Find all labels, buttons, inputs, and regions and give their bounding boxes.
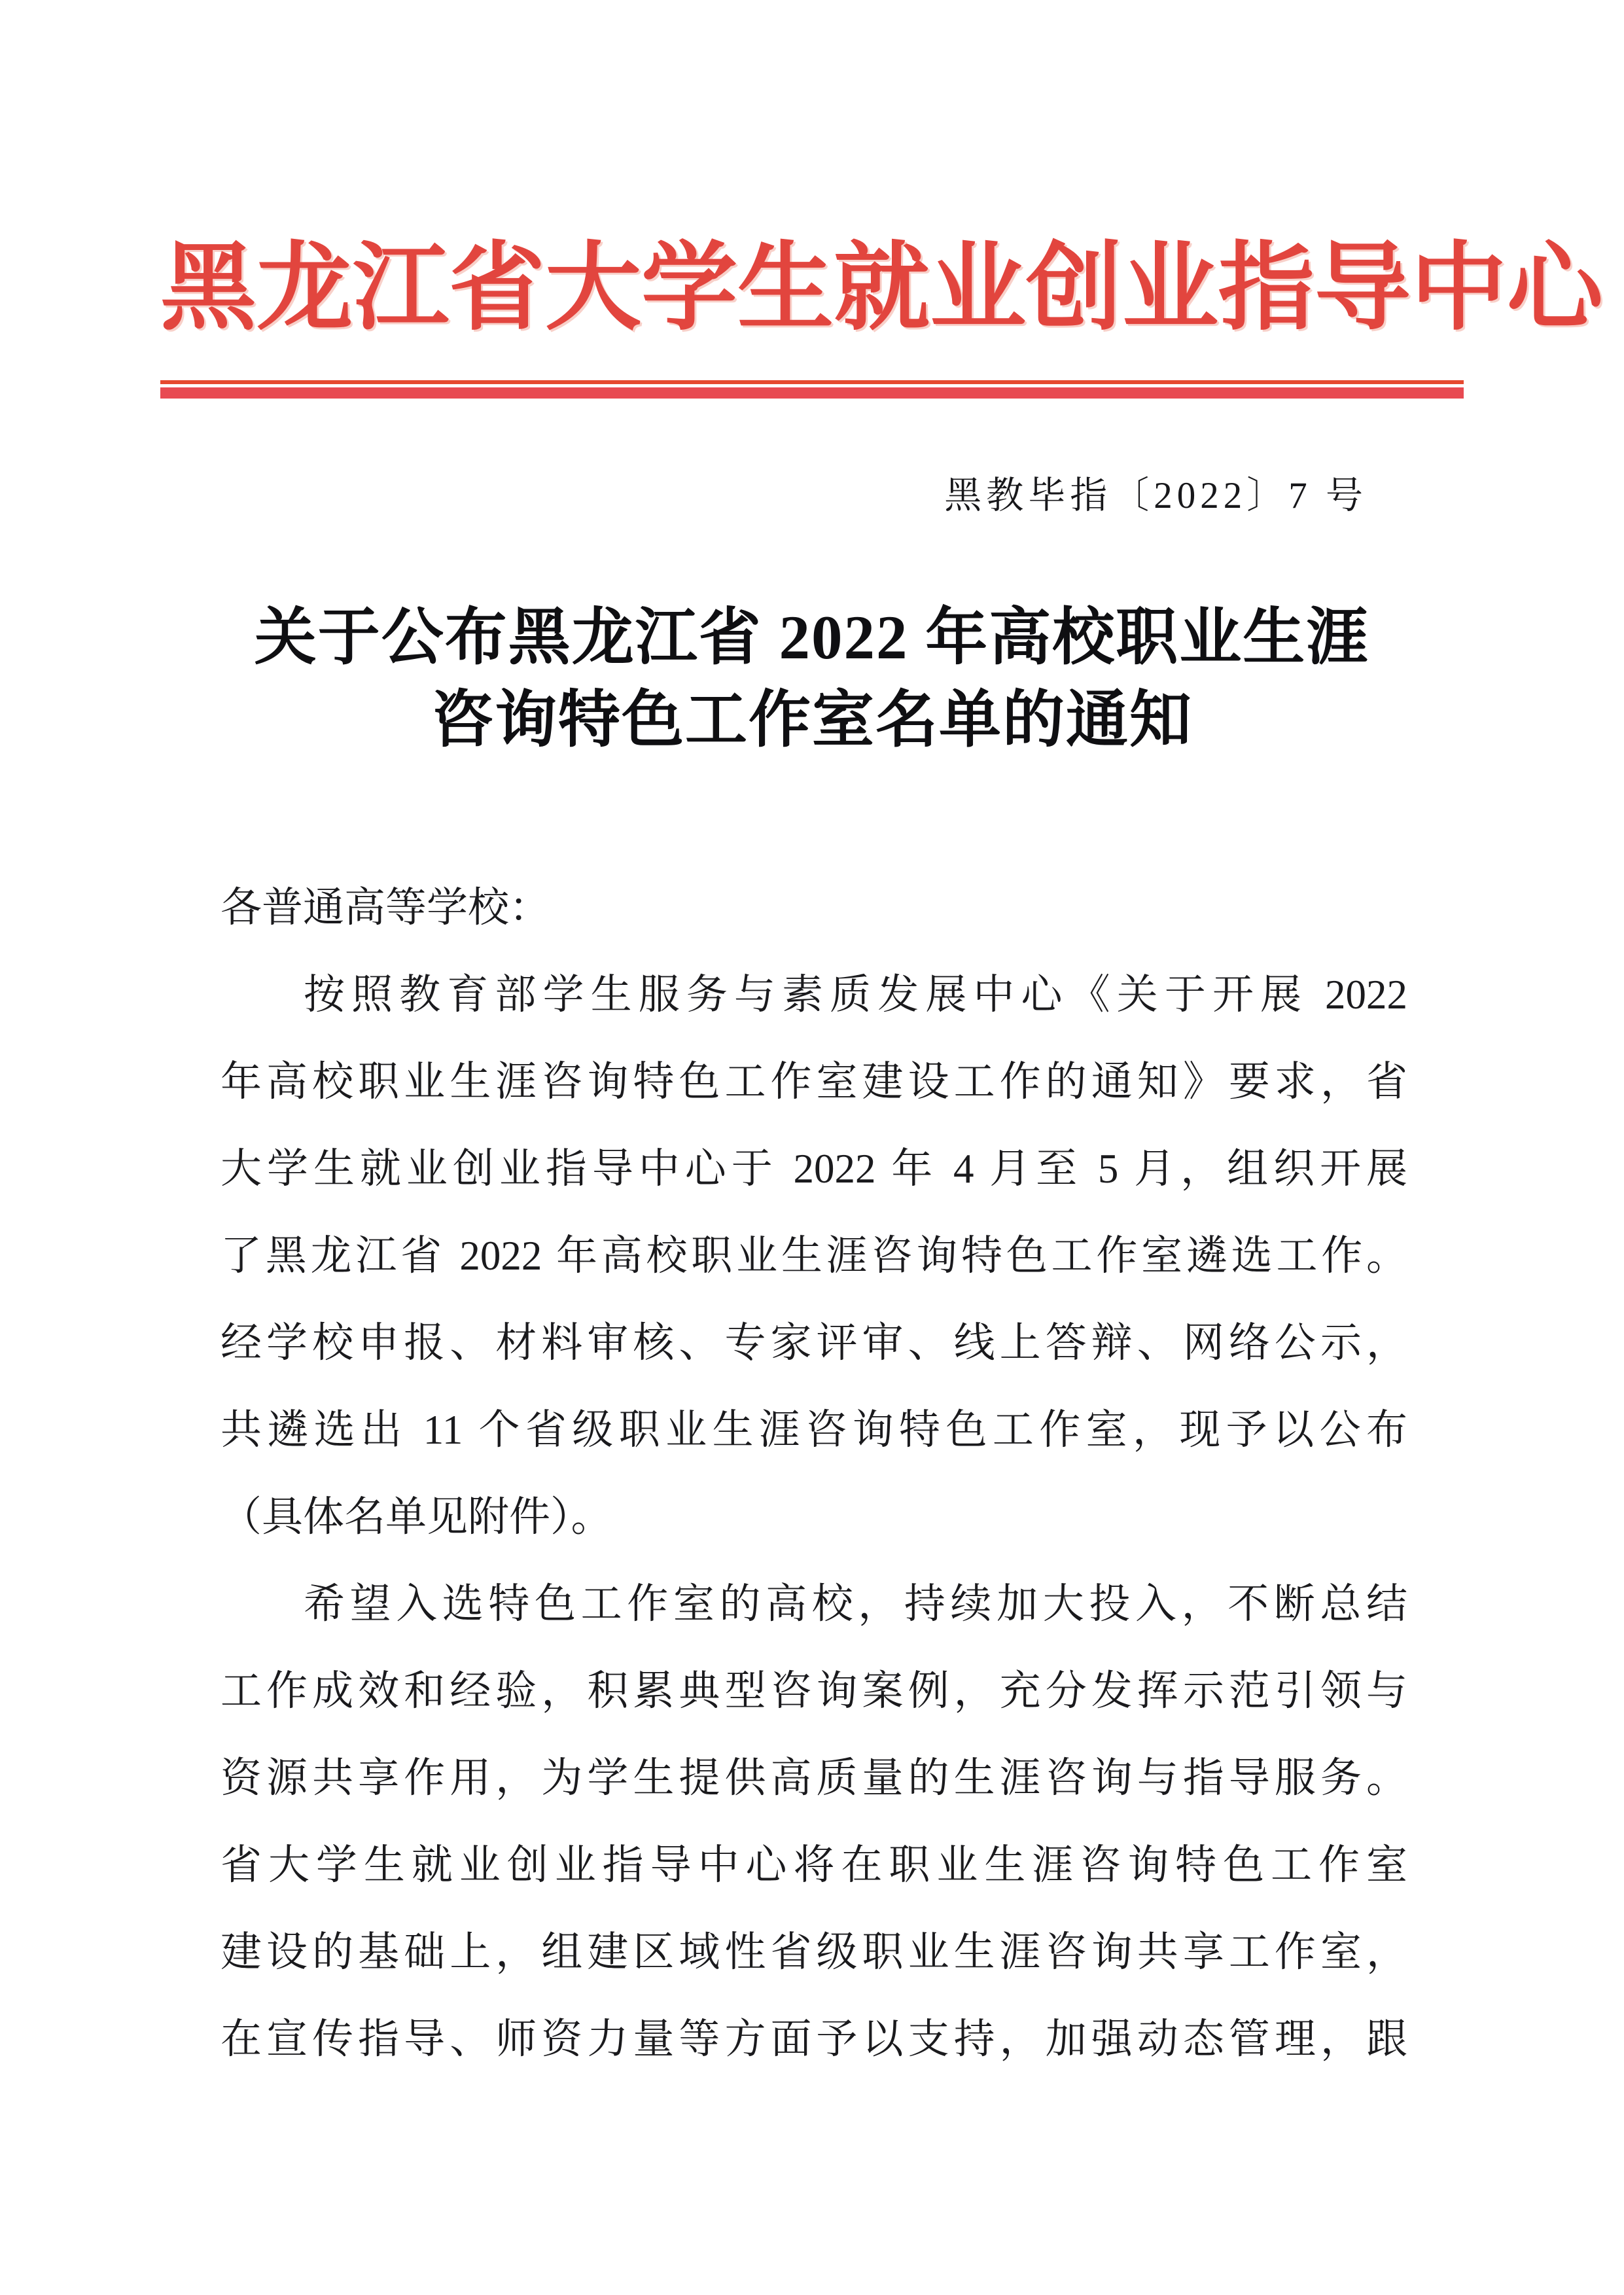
red-separator-thick-line <box>160 387 1464 399</box>
document-number: 黑教毕指〔2022〕7 号 <box>944 474 1368 516</box>
salutation-line: 各普通高等学校： <box>221 884 550 931</box>
body-line: 省大学生就业创业指导中心将在职业生涯咨询特色工作室 <box>221 1841 1407 1888</box>
body-line: 希望入选特色工作室的高校，持续加大投入，不断总结 <box>304 1580 1407 1627</box>
document-body <box>221 864 1407 2083</box>
body-line: 资源共享作用，为学生提供高质量的生涯咨询与指导服务。 <box>221 1754 1407 1801</box>
body-line: 在宣传指导、师资力量等方面予以支持，加强动态管理，跟 <box>221 2016 1407 2062</box>
red-separator <box>160 380 1464 399</box>
body-line: 经学校申报、材料审核、专家评审、线上答辩、网络公示， <box>221 1319 1407 1366</box>
body-line: 了黑龙江省 2022 年高校职业生涯咨询特色工作室遴选工作。 <box>221 1232 1407 1279</box>
body-line: 建设的基础上，组建区域性省级职业生涯咨询共享工作室， <box>221 1929 1407 1975</box>
document-title-line2: 咨询特色工作室名单的通知 <box>431 685 1193 755</box>
document-title-line1: 关于公布黑龙江省 2022 年高校职业生涯 <box>254 602 1370 672</box>
body-line: 共遴选出 11 个省级职业生涯咨询特色工作室，现予以公布 <box>221 1406 1407 1453</box>
body-line: 年高校职业生涯咨询特色工作室建设工作的通知》要求，省 <box>221 1058 1407 1105</box>
body-line: 大学生就业创业指导中心于 2022 年 4 月至 5 月，组织开展 <box>221 1145 1407 1192</box>
body-line: （具体名单见附件）。 <box>221 1493 612 1540</box>
body-line: 工作成效和经验，积累典型咨询案例，充分发挥示范引领与 <box>221 1667 1407 1714</box>
letterhead-title: 黑龙江省大学生就业创业指导中心 <box>160 235 1604 342</box>
body-line: 按照教育部学生服务与素质发展中心《关于开展 2022 <box>304 971 1407 1018</box>
document-title <box>0 596 1624 761</box>
